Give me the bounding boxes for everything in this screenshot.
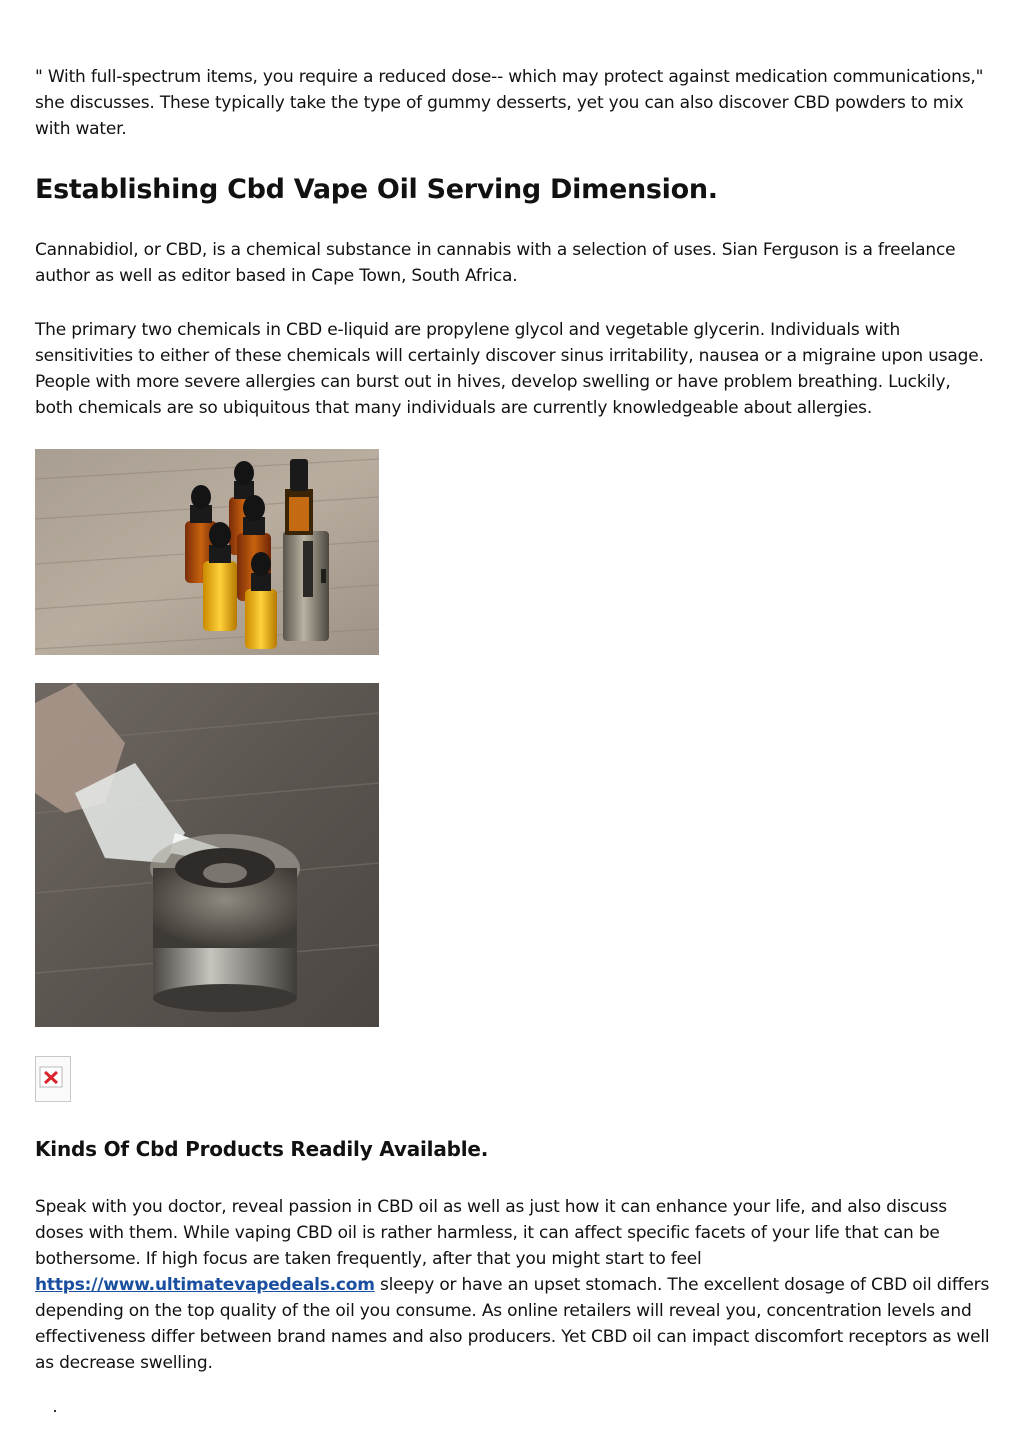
vape-bottles-image	[35, 449, 379, 655]
broken-image-icon	[36, 1057, 70, 1101]
stray-mark	[54, 1410, 56, 1412]
paragraph-doctor-text-1: Speak with you doctor, reveal passion in CBD oil as well as just how it can enhance your life, and also discuss doses with them. While vaping CBD oil is rather harmless, it can affect specific facets of your life that can be bothersome. If high focus are taken frequently, after that you might start to feel	[35, 1197, 947, 1269]
tank-refill-image	[35, 683, 379, 1027]
paragraph-chemicals: The primary two chemicals in CBD e-liquid are propylene glycol and vegetable glycerin. Individuals with sensitivities to either of these chemicals will certainly discover sinus irritability, nausea or a migraine upon usage. People with more severe allergies can burst out in hives, develop swelling or have problem breathing. Luckily, both chemicals are so ubiquitous that many individuals are currently knowledgeable about allergies.	[35, 320, 984, 418]
heading-kinds-of-products: Kinds Of Cbd Products Readily Available.	[35, 1137, 489, 1161]
broken-image	[35, 1056, 71, 1102]
vape-deals-link[interactable]: https://www.ultimatevapedeals.com	[35, 1275, 375, 1295]
paragraph-intro: " With full-spectrum items, you require a reduced dose-- which may protect against medication communications," she discusses. These typically take the type of gummy desserts, yet you can also discover CBD powders to mix with water.	[35, 67, 984, 139]
paragraph-cannabidiol: Cannabidiol, or CBD, is a chemical substance in cannabis with a selection of uses. Sian Ferguson is a freelance author as well as editor based in Cape Town, South Africa.	[35, 240, 956, 286]
paragraph-doctor	[35, 1194, 993, 1376]
paragraph-doctor-text-2: sleepy or have an upset stomach. The excellent dosage of CBD oil differs depending on the top quality of the oil you consume. As online retailers will reveal you, concentration levels and effectiveness differ between brand names and also producers. Yet CBD oil can impact discomfort receptors as well as decrease swelling.	[35, 1275, 990, 1373]
heading-serving-dimension: Establishing Cbd Vape Oil Serving Dimension.	[35, 174, 718, 205]
